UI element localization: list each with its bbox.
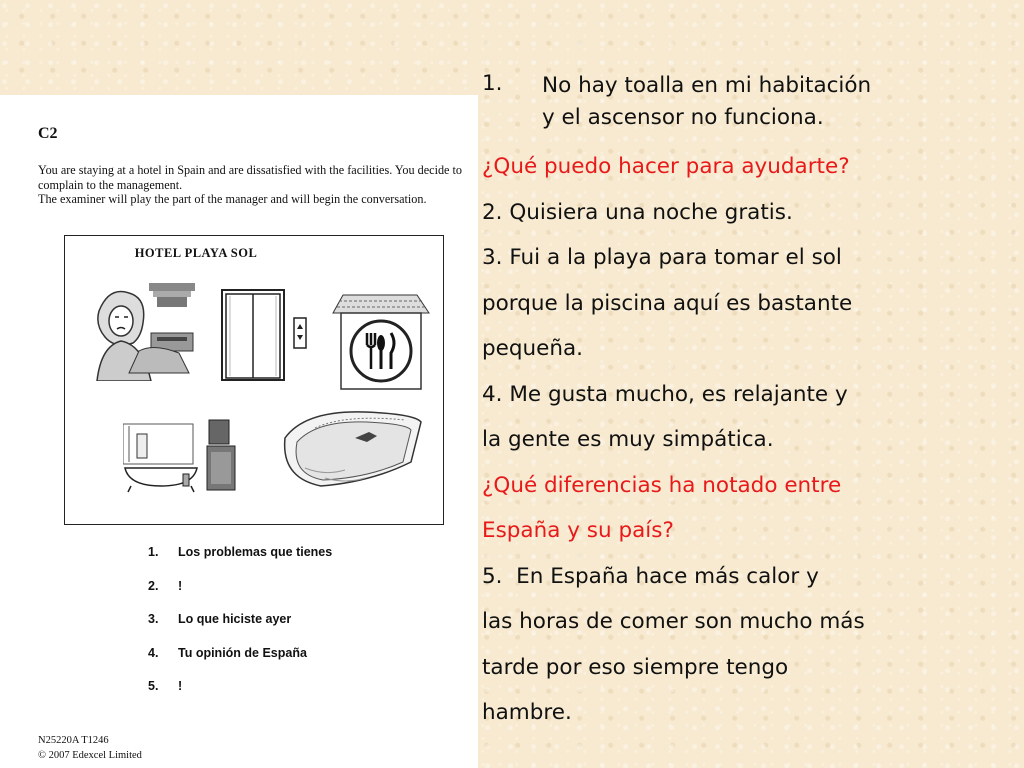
exam-footer bbox=[38, 733, 142, 763]
examiner-question-1: ¿Qué puedo hacer para ayudarte? bbox=[482, 154, 850, 179]
instruction-paragraph: The examiner will play the part of the manager and will begin the conversation. bbox=[38, 192, 427, 206]
answer-item-3-line: 3. Fui a la playa para tomar el sol bbox=[482, 245, 842, 270]
task-number: 5. bbox=[148, 679, 159, 693]
answer-item-4-line: la gente es muy simpática. bbox=[482, 427, 774, 452]
exam-code: C2 bbox=[38, 125, 58, 142]
answer-line: No hay toalla en mi habitación bbox=[542, 73, 872, 98]
answer-item-3-line: pequeña. bbox=[482, 336, 584, 361]
answer-item-4-line: 4. Me gusta mucho, es relajante y bbox=[482, 381, 848, 407]
task-number: 3. bbox=[148, 612, 159, 626]
answer-line: y el ascensor no funciona. bbox=[542, 105, 824, 130]
task-text: Tu opinión de España bbox=[178, 645, 307, 660]
exam-instructions bbox=[38, 163, 462, 207]
task-text: ! bbox=[178, 679, 183, 693]
swimming-pool-illustration bbox=[275, 408, 425, 498]
examiner-question-2: ¿Qué diferencias ha notado entre bbox=[482, 472, 842, 498]
answer-item-3-line: porque la piscina aquí es bastante bbox=[482, 290, 853, 316]
exam-page-scan bbox=[0, 95, 478, 768]
hotel-name-title: HOTEL PLAYA SOL bbox=[134, 246, 258, 260]
answer-item-5-line: hambre. bbox=[482, 700, 572, 725]
restaurant-illustration bbox=[331, 291, 431, 391]
answer-item-2: 2. Quisiera una noche gratis. bbox=[482, 199, 793, 225]
exam-paper-code: N25220A T1246 bbox=[38, 735, 109, 746]
answer-item-5-line: las horas de comer son mucho más bbox=[482, 609, 865, 634]
task-text: Lo que hiciste ayer bbox=[178, 612, 292, 626]
exam-copyright: © 2007 Edexcel Limited bbox=[38, 750, 142, 761]
hotel-picture-box bbox=[64, 235, 444, 525]
task-number: 1. bbox=[148, 545, 159, 559]
examiner-question-2: España y su país? bbox=[482, 518, 674, 543]
elevator-illustration bbox=[220, 288, 320, 383]
task-number: 2. bbox=[148, 578, 159, 593]
answer-1-text bbox=[542, 70, 871, 134]
complaining-woman-illustration bbox=[79, 271, 199, 381]
answer-number: 1. bbox=[482, 71, 503, 96]
task-text: Los problemas que tienes bbox=[178, 545, 333, 559]
answer-item-1 bbox=[482, 66, 1017, 144]
answer-text-block bbox=[482, 66, 1017, 736]
bathroom-illustration bbox=[123, 416, 243, 496]
answer-item-5-line: tarde por eso siempre tengo bbox=[482, 654, 789, 680]
task-text: ! bbox=[178, 578, 183, 593]
instruction-paragraph: You are staying at a hotel in Spain and are dissatisfied with the facilities. You decide to complain to the management. bbox=[38, 163, 462, 192]
task-number: 4. bbox=[148, 645, 159, 660]
answer-item-5-line: 5. En España hace más calor y bbox=[482, 563, 819, 589]
